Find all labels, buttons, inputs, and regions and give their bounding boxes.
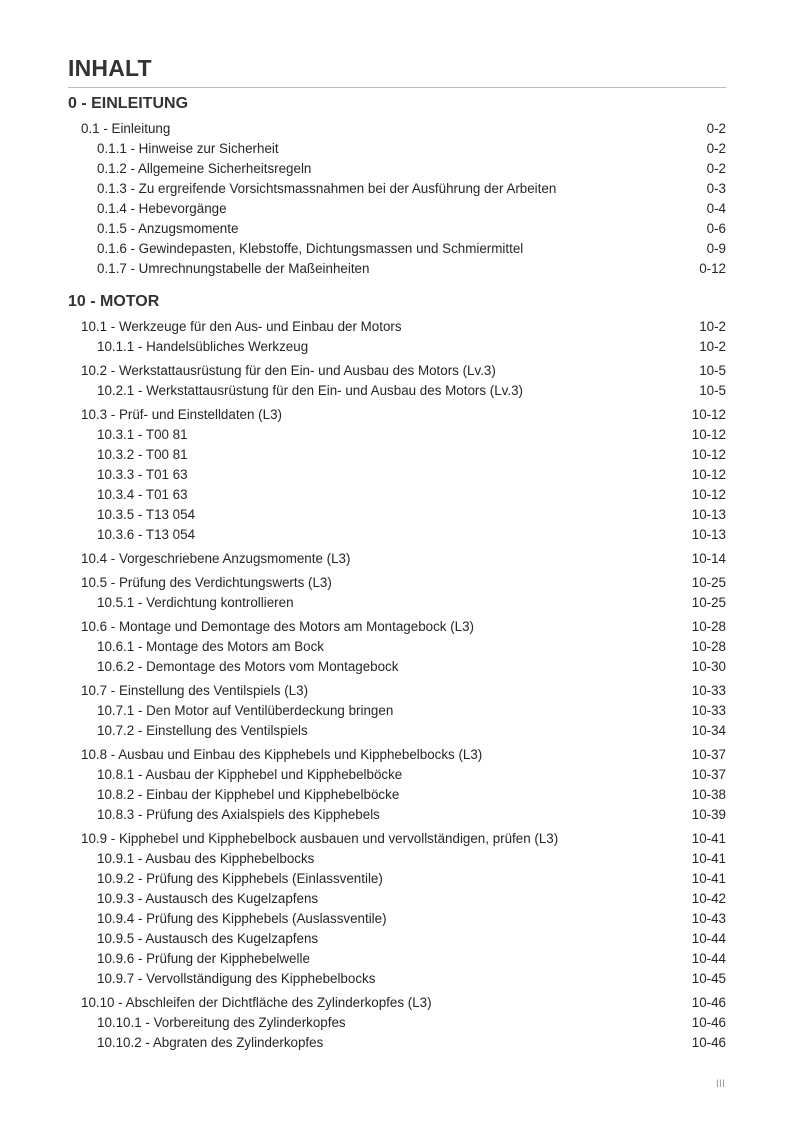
toc-entry-page: 10-2	[699, 319, 726, 334]
toc-entry-subchapter[interactable]	[0, 785, 794, 805]
toc-entry-subchapter[interactable]	[0, 199, 794, 219]
toc-entry-page: 10-28	[691, 619, 726, 634]
toc-entry-title: 10.9.6 - Prüfung der Kipphebelwelle	[97, 951, 310, 966]
toc-entry-subchapter[interactable]	[0, 593, 794, 613]
toc-entry-chapter[interactable]	[0, 361, 794, 381]
toc-entry-page: 10-12	[691, 487, 726, 502]
toc-entry-title: 10.9 - Kipphebel und Kipphebelbock ausbauen und vervollständigen, prüfen (L3)	[81, 831, 559, 846]
toc-entry-title: 10.3.3 - T01 63	[97, 467, 188, 482]
toc-entry-page: 10-46	[691, 995, 726, 1010]
toc-entry-subchapter[interactable]	[0, 969, 794, 989]
toc-entry-page: 0-4	[706, 201, 726, 216]
toc-entry-subchapter[interactable]	[0, 485, 794, 505]
toc-entry-chapter[interactable]	[0, 119, 794, 139]
toc-entry-title: 10.9.3 - Austausch des Kugelzapfens	[97, 891, 319, 906]
toc-entry-subchapter[interactable]	[0, 179, 794, 199]
toc-entry-chapter[interactable]	[0, 405, 794, 425]
toc-entry-subchapter[interactable]	[0, 657, 794, 677]
toc-entry-chapter[interactable]	[0, 617, 794, 637]
toc-entry-title: 10.10.1 - Vorbereitung des Zylinderkopfes	[97, 1015, 346, 1030]
toc-entry-title: 0.1.7 - Umrechnungstabelle der Maßeinheiten	[97, 261, 370, 276]
toc-entry-page: 10-12	[691, 467, 726, 482]
title-divider	[68, 87, 726, 88]
toc-entry-page: 0-2	[706, 161, 726, 176]
toc-entry-title: 10.9.4 - Prüfung des Kipphebels (Auslassventile)	[97, 911, 387, 926]
toc-entry-title: 10.10.2 - Abgraten des Zylinderkopfes	[97, 1035, 324, 1050]
toc-entry-subchapter[interactable]	[0, 159, 794, 179]
toc-entry-chapter[interactable]	[0, 681, 794, 701]
toc-entry-subchapter[interactable]	[0, 765, 794, 785]
toc-entry-page: 10-33	[691, 683, 726, 698]
toc-entry-title: 10.2 - Werkstattausrüstung für den Ein- und Ausbau des Motors (Lv.3)	[81, 363, 496, 378]
toc-entry-title: 0.1.1 - Hinweise zur Sicherheit	[97, 141, 279, 156]
toc-entry-chapter[interactable]	[0, 829, 794, 849]
toc-entry-chapter[interactable]	[0, 993, 794, 1013]
toc-entry-page: 10-41	[691, 831, 726, 846]
toc-entry-title: 10.4 - Vorgeschriebene Anzugsmomente (L3)	[81, 551, 351, 566]
toc-entry-page: 0-2	[706, 141, 726, 156]
toc-entry-subchapter[interactable]	[0, 929, 794, 949]
toc-entry-page: 0-6	[706, 221, 726, 236]
toc-entry-title: 10.8 - Ausbau und Einbau des Kipphebels und Kipphebelbocks (L3)	[81, 747, 483, 762]
toc-entry-chapter[interactable]	[0, 745, 794, 765]
toc-entry-title: 0.1.6 - Gewindepasten, Klebstoffe, Dichtungsmassen und Schmiermittel	[97, 241, 524, 256]
toc-entry-page: 10-34	[691, 723, 726, 738]
toc-entry-title: 10.5 - Prüfung des Verdichtungswerts (L3)	[81, 575, 332, 590]
toc-entry-title: 10.8.3 - Prüfung des Axialspiels des Kipphebels	[97, 807, 380, 822]
toc-entry-title: 10.6.1 - Montage des Motors am Bock	[97, 639, 325, 654]
toc-entry-title: 10.9.7 - Vervollständigung des Kipphebelbocks	[97, 971, 376, 986]
toc-entry-title: 10.6 - Montage und Demontage des Motors am Montagebock (L3)	[81, 619, 475, 634]
toc-entry-title: 10.1.1 - Handelsübliches Werkzeug	[97, 339, 309, 354]
toc-entry-title: 0.1.3 - Zu ergreifende Vorsichtsmassnahmen bei der Ausführung der Arbeiten	[97, 181, 557, 196]
toc-entry-title: 10.9.5 - Austausch des Kugelzapfens	[97, 931, 319, 946]
toc-entry-title: 10.9.2 - Prüfung des Kipphebels (Einlassventile)	[97, 871, 383, 886]
toc-entry-subchapter[interactable]	[0, 949, 794, 969]
toc-entry-subchapter[interactable]	[0, 381, 794, 401]
toc-entry-page: 0-9	[706, 241, 726, 256]
toc-entry-subchapter[interactable]	[0, 139, 794, 159]
toc-entry-subchapter[interactable]	[0, 889, 794, 909]
toc-entry-page: 10-41	[691, 851, 726, 866]
toc-entry-subchapter[interactable]	[0, 259, 794, 279]
toc-entry-title: 10.2.1 - Werkstattausrüstung für den Ein- und Ausbau des Motors (Lv.3)	[97, 383, 523, 398]
toc-entry-title: 10.3.2 - T00 81	[97, 447, 188, 462]
toc-entry-chapter[interactable]	[0, 549, 794, 569]
toc-entry-subchapter[interactable]	[0, 219, 794, 239]
page-title: INHALT	[68, 55, 152, 81]
toc-entry-title: 10.7.1 - Den Motor auf Ventilüberdeckung bringen	[97, 703, 394, 718]
toc-entry-page: 10-41	[691, 871, 726, 886]
toc-entry-page: 0-2	[706, 121, 726, 136]
toc-entry-title: 0.1.2 - Allgemeine Sicherheitsregeln	[97, 161, 312, 176]
toc-entry-subchapter[interactable]	[0, 1033, 794, 1053]
section-heading: 0 - EINLEITUNG	[68, 95, 189, 112]
toc-entry-page: 10-25	[691, 575, 726, 590]
toc-entry-page: 10-37	[691, 767, 726, 782]
toc-entry-title: 10.1 - Werkzeuge für den Aus- und Einbau der Motors	[81, 319, 402, 334]
toc-entry-subchapter[interactable]	[0, 337, 794, 357]
toc-entry-page: 10-37	[691, 747, 726, 762]
toc-entry-subchapter[interactable]	[0, 909, 794, 929]
toc-entry-page: 10-46	[691, 1035, 726, 1050]
toc-entry-page: 10-12	[691, 407, 726, 422]
toc-entry-page: 10-42	[691, 891, 726, 906]
toc-entry-subchapter[interactable]	[0, 849, 794, 869]
toc-entry-title: 10.6.2 - Demontage des Motors vom Montagebock	[97, 659, 399, 674]
toc-entry-page: 10-38	[691, 787, 726, 802]
toc-entry-subchapter[interactable]	[0, 1013, 794, 1033]
toc-entry-subchapter[interactable]	[0, 721, 794, 741]
toc-entry-subchapter[interactable]	[0, 525, 794, 545]
toc-entry-subchapter[interactable]	[0, 637, 794, 657]
toc-entry-title: 10.8.1 - Ausbau der Kipphebel und Kipphebelböcke	[97, 767, 403, 782]
toc-entry-title: 10.3 - Prüf- und Einstelldaten (L3)	[81, 407, 282, 422]
toc-entry-title: 10.7.2 - Einstellung des Ventilspiels	[97, 723, 308, 738]
toc-entry-title: 10.10 - Abschleifen der Dichtfläche des Zylinderkopfes (L3)	[81, 995, 432, 1010]
toc-entry-subchapter[interactable]	[0, 445, 794, 465]
toc-entry-title: 0.1.4 - Hebevorgänge	[97, 201, 227, 216]
toc-entry-page: 10-44	[691, 931, 726, 946]
toc-entry-subchapter[interactable]	[0, 239, 794, 259]
toc-entry-title: 10.3.1 - T00 81	[97, 427, 188, 442]
toc-entry-chapter[interactable]	[0, 317, 794, 337]
toc-entry-page: 10-2	[699, 339, 726, 354]
toc-entry-page: 10-39	[691, 807, 726, 822]
toc-entry-page: 10-12	[691, 447, 726, 462]
toc-entry-page: 10-13	[691, 507, 726, 522]
toc-entry-page: 0-12	[699, 261, 726, 276]
toc-entry-page: 10-5	[699, 383, 726, 398]
toc-entry-subchapter[interactable]	[0, 425, 794, 445]
toc-entry-page: 10-5	[699, 363, 726, 378]
toc-entry-subchapter[interactable]	[0, 805, 794, 825]
toc-entry-title: 10.3.5 - T13 054	[97, 507, 196, 522]
toc-entry-title: 10.3.4 - T01 63	[97, 487, 188, 502]
toc-entry-page: 10-28	[691, 639, 726, 654]
toc-entry-page: 10-12	[691, 427, 726, 442]
toc-entry-page: 0-3	[706, 181, 726, 196]
toc-entry-title: 0.1 - Einleitung	[81, 121, 171, 136]
toc-entry-page: 10-45	[691, 971, 726, 986]
toc-entry-page: 10-33	[691, 703, 726, 718]
toc-entry-page: 10-30	[691, 659, 726, 674]
toc-entry-title: 10.3.6 - T13 054	[97, 527, 196, 542]
toc-entry-page: 10-14	[691, 551, 726, 566]
toc-entry-page: 10-46	[691, 1015, 726, 1030]
toc-entry-title: 10.8.2 - Einbau der Kipphebel und Kipphebelböcke	[97, 787, 400, 802]
page-number: III	[715, 1078, 725, 1090]
toc-entry-subchapter[interactable]	[0, 869, 794, 889]
toc-entry-page: 10-25	[691, 595, 726, 610]
toc-entry-subchapter[interactable]	[0, 465, 794, 485]
toc-entry-title: 10.9.1 - Ausbau des Kipphebelbocks	[97, 851, 315, 866]
toc-entry-page: 10-44	[691, 951, 726, 966]
toc-entry-title: 10.7 - Einstellung des Ventilspiels (L3)	[81, 683, 309, 698]
toc-entry-subchapter[interactable]	[0, 701, 794, 721]
toc-entry-page: 10-13	[691, 527, 726, 542]
section-heading: 10 - MOTOR	[68, 293, 160, 310]
toc-entry-page: 10-43	[691, 911, 726, 926]
toc-entry-subchapter[interactable]	[0, 505, 794, 525]
toc-entry-title: 0.1.5 - Anzugsmomente	[97, 221, 239, 236]
toc-entry-chapter[interactable]	[0, 573, 794, 593]
toc-entry-title: 10.5.1 - Verdichtung kontrollieren	[97, 595, 294, 610]
